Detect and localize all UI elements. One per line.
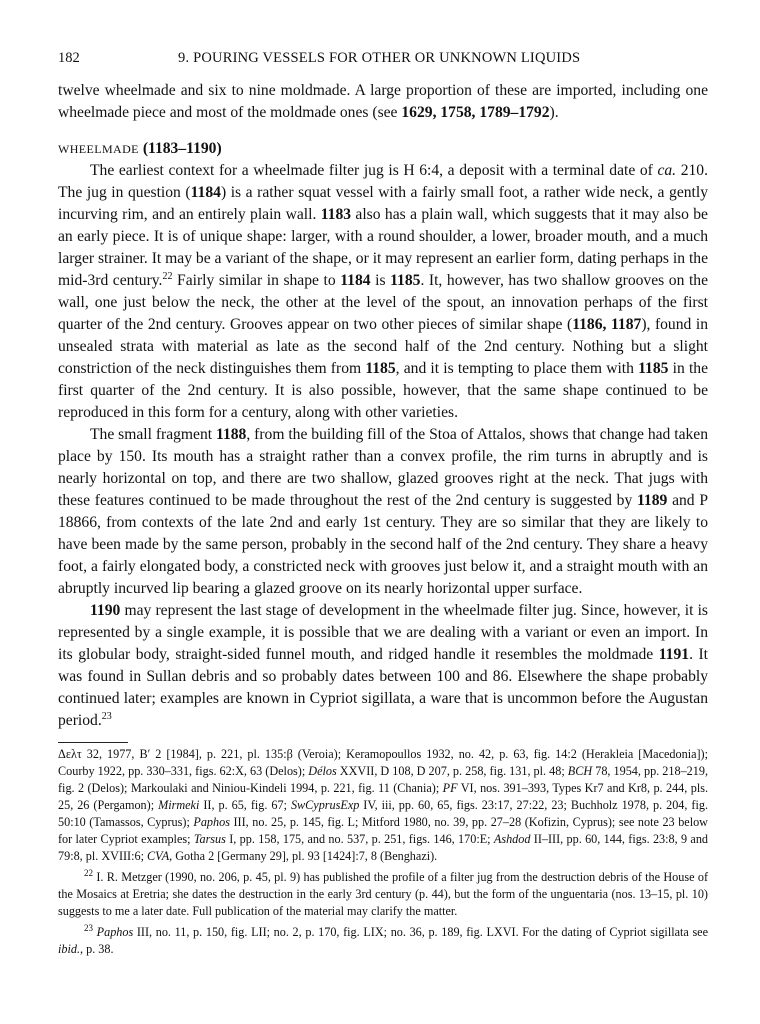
catalog-number: 1185 — [390, 272, 421, 289]
section-label: WHEELMADE — [58, 142, 139, 156]
catalog-number: 1185 — [638, 360, 669, 377]
text-run: and P 18866, from contexts of the late 2nd and early 1st century. They are so similar that they are likely to have been made by the same person, probably in the second half of the 2nd century. They share a heavy foot, a fairly elongated body, a constricted neck with grooves just below it, and a straight mouth with an abruptly incurved lip bearing a glazed groove on its nearly horizontal upper surface. — [58, 492, 708, 597]
text-run: II–III, pp. 60, 144, figs. 23:8, 9 and 79:8, pl. XVIII:6; — [58, 832, 709, 863]
text-run: , p. 38. — [80, 942, 114, 956]
catalog-number: 1186, 1187 — [572, 316, 642, 333]
ref-link: 1629, 1758, 1789 — [401, 104, 511, 121]
text-run: VI, nos. 391–393, Types Kr7 and Kr8, p. 244, pls. 25, 26 (Pergamon); — [58, 781, 709, 812]
catalog-number: 1185 — [365, 360, 396, 377]
catalog-number: 1184 — [340, 272, 371, 289]
text-run: IV, iii, pp. 60, 65, figs. 23:17, 27:22, 23; Buchholz 1978, p. 204, fig. 50:10 (Tamassos, Cyprus); — [58, 798, 708, 829]
footnote-continuation — [58, 746, 708, 865]
text-run: 78, 1954, pp. 218–219, fig. 2 (Delos); Markoulaki and Niniou-Kindeli 1994, p. 221, fig. 11 (Chania); — [58, 764, 709, 795]
italic-title: CVA — [147, 849, 170, 863]
footnotes — [58, 746, 708, 958]
catalog-number: 1188 — [216, 426, 247, 443]
text-run: is — [370, 272, 391, 289]
text-run: , from the building fill of the Stoa of Attalos, shows that change had taken place by 150. Its mouth has a straight rather than a convex profile, the rim turns in abruptly and is nearly horizontal on top, and there are two shallow, glazed grooves right at the neck. That jugs with these features continued to be made throughout the rest of the 2nd century is suggested by — [58, 426, 709, 509]
ref-link: 1792 — [518, 104, 550, 121]
italic-title: BCH — [567, 764, 593, 778]
text-run: 210. The jug in question ( — [58, 162, 708, 201]
catalog-number: 1189 — [637, 492, 668, 509]
text-run: XXVII, D 108, D 207, p. 258, fig. 131, pl. 48; — [336, 764, 568, 778]
text-run: may represent the last stage of development in the wheelmade filter jug. Since, however, it is represented by a single example, it is possible that we are dealing with a variant or even an import. In its globular body, straight-sided funnel mouth, and ridged handle it resembles the moldmade — [58, 602, 708, 663]
footnote-23 — [58, 924, 708, 958]
text-run: , and it is tempting to place them with — [395, 360, 639, 377]
text-run: II, p. 65, fig. 67; — [199, 798, 291, 812]
text-run: The small fragment — [90, 426, 217, 443]
running-head — [58, 50, 708, 70]
italic-title: PF — [442, 781, 458, 795]
text-run: I. R. Metzger (1990, no. 206, p. 45, pl. 9) has published the profile of a filter jug from the destruction debris of the House of the Mosaics at Eretria; she dates the destruction in the early 3rd century (p. 44), but the form of the unguentaria (nos. 13–15, pl. 10) suggests to me a later date. Full publication of the material may clarify the matter. — [58, 870, 708, 918]
text-run: ), found in unsealed strata with material as late as the second half of the 2nd century. Nothing but a slight constriction of the neck distinguishes them from — [58, 316, 708, 377]
section-range: (1183–1190) — [142, 140, 222, 157]
footnote-22 — [58, 869, 708, 920]
paragraph-1 — [58, 160, 708, 424]
running-title: 9. POURING VESSELS FOR OTHER OR UNKNOWN LIQUIDS — [178, 50, 581, 66]
footnote-number: 23 — [84, 923, 93, 933]
italic-title: Paphos — [96, 925, 134, 939]
text-run: Fairly similar in shape to — [172, 272, 341, 289]
text-run: ) is a rather squat vessel with a fairly small foot, a rather wide neck, a gently incurving rim, and an entirely plain wall. — [58, 184, 709, 223]
text-run: , Gotha 2 [Germany 29], pl. 93 [1424]:7, 8 (Benghazi). — [169, 849, 438, 863]
text-run: . It, however, has two shallow grooves on the wall, one just below the neck, the other at the level of the spout, an innovation perhaps of the first quarter of the 2nd century. Grooves appear on two other pieces of similar shape ( — [58, 272, 708, 333]
footnote-marker[interactable]: 22 — [162, 271, 173, 282]
intro-paragraph — [58, 80, 708, 124]
text-run: I, pp. 158, 175, and no. 537, p. 251, figs. 146, 170:E; — [225, 832, 494, 846]
page-number: 182 — [58, 50, 80, 66]
italic-title: Ashdod — [493, 832, 531, 846]
text-run: . It was found in Sullan debris and so probably dates between 100 and 86. Elsewhere the shape probably continued later; examples are known in Cypriot sigillata, a ware that is uncommon before the Augustan period. — [58, 646, 708, 729]
italic-title: Mirmeki — [158, 798, 200, 812]
page — [58, 50, 708, 962]
italic-abbrev: ca. — [657, 162, 677, 179]
intro-text: ). — [549, 104, 559, 121]
footnote-rule — [58, 742, 128, 743]
text-run: III, no. 25, p. 145, fig. L; Mitford 1980, no. 39, pp. 27–28 (Kofizin, Cyprus); see note 23 below for later Cypriot examples; — [58, 815, 708, 846]
text-run: The earliest context for a wheelmade filter jug is H 6:4, a deposit with a terminal date of — [90, 162, 658, 179]
italic-abbrev: ibid. — [58, 942, 81, 956]
text-run: in the first quarter of the 2nd century. It is also possible, however, that the same shape continued to be reproduced in this form for a century, along with other varieties. — [58, 360, 708, 421]
italic-title: Tarsus — [193, 832, 226, 846]
text-run: Δελτ 32, 1977, Β′ 2 [1984], p. 221, pl. 135:β (Veroia); Keramopoullos 1932, no. 42, p. 63, fig. 14:2 (Herakleia [Macedonia]); Courby 1922, pp. 330–331, figs. 62:X, 63 (Delos); — [58, 747, 708, 778]
italic-title: SwCyprusExp — [290, 798, 360, 812]
section-heading — [58, 138, 708, 160]
italic-title: Paphos — [193, 815, 230, 829]
paragraph-3 — [58, 600, 708, 732]
main-text — [58, 80, 708, 732]
footnote-number: 22 — [84, 868, 93, 878]
paragraph-2 — [58, 424, 708, 600]
catalog-number: 1184 — [190, 184, 221, 201]
catalog-number: 1183 — [320, 206, 352, 223]
text-run: III, no. 11, p. 150, fig. LII; no. 2, p. 170, fig. LIX; no. 36, p. 189, fig. LXVI. For the dating of Cypriot sigillata see — [133, 925, 709, 939]
ref-dash: – — [510, 104, 519, 121]
italic-title: Délos — [308, 764, 337, 778]
footnote-marker[interactable]: 23 — [101, 711, 112, 722]
catalog-number: 1190 — [90, 602, 121, 619]
catalog-number: 1191 — [658, 646, 690, 663]
intro-text: twelve wheelmade and six to nine moldmade. A large proportion of these are imported, including one wheelmade piece and most of the moldmade ones (see — [58, 82, 708, 121]
text-run: also has a plain wall, which suggests that it may also be an early piece. It is of unique shape: larger, with a round shoulder, a lower, broader mouth, and a much larger strainer. It may be a variant of the shape, or it may represent an earlier form, dating perhaps in the mid-3rd century. — [58, 206, 708, 289]
